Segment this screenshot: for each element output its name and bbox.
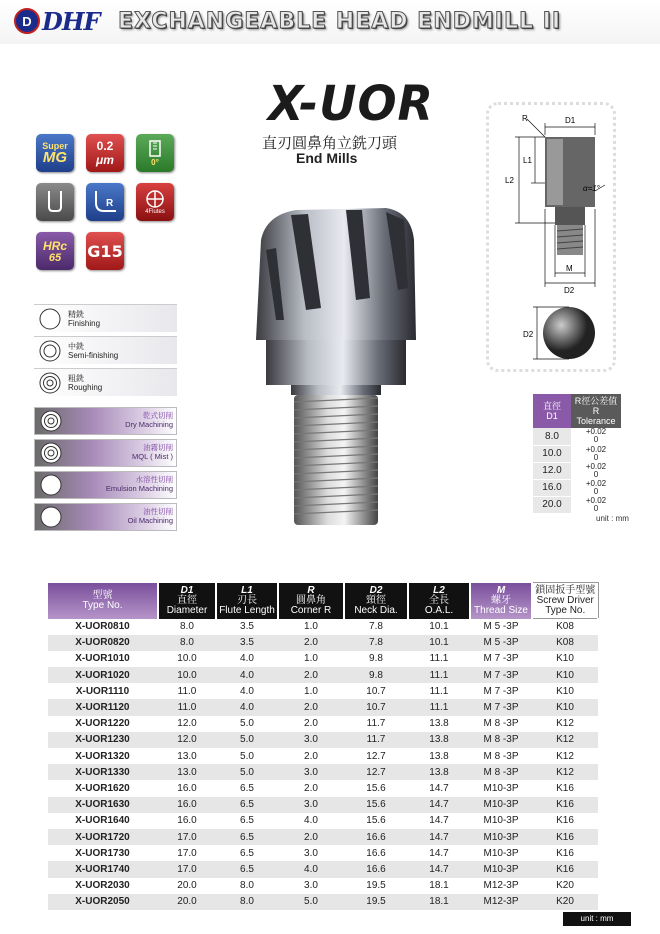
hrc-value: 65 <box>48 251 62 264</box>
table-row <box>48 845 598 861</box>
tol-minus: 0 <box>593 435 599 445</box>
mode-label-zh: 中銑 <box>68 341 84 351</box>
spec-cell: 1.0 <box>304 621 318 633</box>
spec-header-symbol: L1 <box>241 584 253 596</box>
table-row <box>533 496 621 513</box>
tol-header-d1 <box>533 394 571 428</box>
spec-cell: 3.0 <box>304 880 318 892</box>
spec-cell: K08 <box>532 635 598 651</box>
table-row <box>48 780 598 796</box>
spec-cell: K16 <box>556 847 574 859</box>
spec-cell: 5.0 <box>240 750 254 762</box>
emulsion-machining-icon <box>39 473 63 497</box>
mode-label-zh: 精銑 <box>68 309 84 319</box>
tool-dimension-drawing <box>489 105 613 369</box>
spec-cell: 11.1 <box>408 699 470 715</box>
mql-machining-icon <box>39 441 63 465</box>
spec-cell: 17.0 <box>158 829 216 845</box>
tol-minus: 0 <box>593 452 599 462</box>
spec-header-en: Diameter <box>166 604 208 616</box>
spec-cell: 18.1 <box>408 894 470 910</box>
spec-cell: K10 <box>556 653 574 665</box>
spec-unit-note: unit : mm <box>563 912 631 926</box>
spec-cell: 1.0 <box>304 653 318 665</box>
coolant-label-zh: 乾式切削 <box>143 411 173 420</box>
spec-header-zh: 全長 <box>429 594 449 606</box>
table-row <box>533 445 621 462</box>
spec-cell: 6.5 <box>216 797 278 813</box>
spec-cell: 16.0 <box>177 815 197 827</box>
coolant-label-en: Oil Machining <box>127 516 173 525</box>
table-row <box>48 861 598 877</box>
tol-minus: 0 <box>593 469 599 479</box>
spec-cell: M 7 -3P <box>483 653 519 665</box>
spec-cell: K12 <box>532 764 598 780</box>
spec-header-symbol: R <box>307 584 315 596</box>
type-number-cell: X-UOR1120 <box>48 699 158 715</box>
spec-cell: 15.6 <box>366 782 386 794</box>
spec-cell: 17.0 <box>158 861 216 877</box>
spec-cell: 6.5 <box>240 847 254 859</box>
spec-header-7 <box>532 583 598 619</box>
spec-cell: 8.0 <box>180 621 194 633</box>
spec-cell: 6.5 <box>240 815 254 827</box>
label-r: R <box>522 114 528 123</box>
coolant-label-zh: 油性切削 <box>143 507 173 516</box>
tol-header-d1-zh: 直徑 <box>542 401 561 411</box>
helix-angle-label: 0° <box>151 157 159 167</box>
table-row <box>48 699 598 715</box>
spec-cell: 5.0 <box>240 718 254 730</box>
label-l2: L2 <box>505 176 514 185</box>
spec-cell: 3.0 <box>278 797 344 813</box>
r-tolerance-table <box>533 394 621 514</box>
spec-cell: 10.0 <box>158 667 216 683</box>
hrc-label: HRc <box>42 238 67 253</box>
spec-header-0 <box>48 583 158 619</box>
spec-cell: M 7 -3P <box>483 685 519 697</box>
spec-cell: 3.0 <box>278 732 344 748</box>
coolant-label-en: Emulsion Machining <box>105 484 173 493</box>
label-d2: D2 <box>564 286 575 295</box>
spec-cell: 7.8 <box>369 621 383 633</box>
tol-value <box>571 496 621 513</box>
spec-header-en: Flute Length <box>219 604 275 616</box>
spec-cell: 13.8 <box>408 732 470 748</box>
flutes-icon <box>136 183 174 221</box>
spec-cell: 3.5 <box>216 635 278 651</box>
spec-cell: 20.0 <box>158 894 216 910</box>
spec-cell: 10.1 <box>408 635 470 651</box>
tol-diameter: 20.0 <box>533 496 571 513</box>
spec-cell: 8.0 <box>240 880 254 892</box>
spec-cell: 5.0 <box>216 764 278 780</box>
tol-plus: +0.02 <box>585 478 607 488</box>
series-banner: EXCHANGEABLE HEAD ENDMILL II <box>118 9 562 34</box>
table-row <box>48 651 598 667</box>
spec-cell: 16.0 <box>158 797 216 813</box>
spec-cell: 11.7 <box>366 718 386 730</box>
table-row <box>533 462 621 479</box>
spec-cell: M10-3P <box>483 782 519 794</box>
spec-cell: 9.8 <box>344 667 408 683</box>
grade-icon <box>86 232 124 270</box>
spec-header-5 <box>408 583 470 619</box>
table-row <box>48 764 598 780</box>
spec-cell: 2.0 <box>304 782 318 794</box>
spec-cell: 4.0 <box>216 699 278 715</box>
product-title: X-UOR <box>268 74 434 132</box>
table-row <box>48 716 598 732</box>
spec-header-symbol: D1 <box>180 584 194 596</box>
spec-header-en: O.A.L. <box>424 604 454 616</box>
spec-cell: 13.8 <box>408 764 470 780</box>
mode-semi-finishing <box>34 336 177 364</box>
label-d2-side: D2 <box>523 330 534 339</box>
spec-cell: 12.0 <box>177 718 197 730</box>
coolant-mql <box>34 439 177 467</box>
tol-value <box>571 479 621 496</box>
spec-header-6 <box>470 583 532 619</box>
spec-header-zh: 頸徑 <box>366 594 386 606</box>
dry-machining-icon <box>39 409 63 433</box>
semi-finishing-circle-icon <box>38 339 62 363</box>
spec-header-en: Type No. <box>82 599 123 611</box>
spec-cell: 13.8 <box>429 718 449 730</box>
spec-cell: 14.7 <box>408 861 470 877</box>
spec-header-en: Type No. <box>545 604 586 616</box>
spec-header-1 <box>158 583 216 619</box>
spec-cell: 20.0 <box>177 880 197 892</box>
mode-label-en: Finishing <box>68 318 101 328</box>
type-number-cell: X-UOR1720 <box>48 829 158 845</box>
table-row <box>48 732 598 748</box>
tol-header-d1-en: D1 <box>546 411 558 421</box>
spec-cell: 15.6 <box>366 815 386 827</box>
tol-minus: 0 <box>593 486 599 496</box>
spec-cell: 16.0 <box>177 782 197 794</box>
spec-cell: K12 <box>556 750 574 762</box>
spec-cell: 2.0 <box>278 829 344 845</box>
spec-cell: K20 <box>556 880 574 892</box>
coolant-label-en: MQL ( Mist ) <box>132 452 173 461</box>
corner-radius-icon <box>86 183 124 221</box>
spec-cell: 10.1 <box>429 621 449 633</box>
tol-diameter: 16.0 <box>533 479 571 496</box>
logo-text: DHF <box>42 6 100 36</box>
spec-cell: 6.5 <box>216 861 278 877</box>
spec-cell: M10-3P <box>470 797 532 813</box>
spec-cell: 12.7 <box>366 750 386 762</box>
table-row <box>48 683 598 699</box>
spec-header-zh: Screw Driver <box>536 594 594 606</box>
spec-cell: 12.0 <box>158 732 216 748</box>
spec-cell: 16.6 <box>366 847 386 859</box>
corner-r-icon <box>92 189 118 215</box>
straight-flute-icon <box>146 140 164 158</box>
spec-header-4 <box>344 583 408 619</box>
spec-cell: M10-3P <box>470 829 532 845</box>
coating-bottom-label: MG <box>42 149 68 166</box>
spec-header-en: Corner R <box>290 604 332 616</box>
spec-cell: M10-3P <box>483 815 519 827</box>
spec-header-zh: 圓鼻角 <box>296 594 326 606</box>
spec-cell: 11.0 <box>177 685 197 697</box>
tolerance-unit-note: unit : mm <box>596 514 629 523</box>
spec-cell: 16.6 <box>344 829 408 845</box>
spec-cell: 8.0 <box>216 894 278 910</box>
roughing-circle-icon <box>38 371 62 395</box>
coating-icon <box>36 134 74 172</box>
spec-cell: M 8 -3P <box>483 718 519 730</box>
spec-cell: 8.0 <box>158 635 216 651</box>
type-number-cell: X-UOR2050 <box>48 894 158 910</box>
spec-cell: 2.0 <box>304 718 318 730</box>
spec-cell: 11.1 <box>429 653 449 665</box>
spec-cell: M 8 -3P <box>470 764 532 780</box>
spec-cell: 18.1 <box>429 880 449 892</box>
spec-header-sym: 鎖固扳手型號 <box>535 584 596 596</box>
spec-cell: 10.7 <box>366 685 386 697</box>
spec-cell: K16 <box>532 797 598 813</box>
tool-image <box>236 200 436 540</box>
table-row <box>48 619 598 635</box>
spec-cell: K16 <box>532 861 598 877</box>
spec-header-symbol: M <box>496 584 506 596</box>
type-number-cell: X-UOR1230 <box>48 732 158 748</box>
table-row <box>48 748 598 764</box>
spec-cell: 10.7 <box>344 699 408 715</box>
spec-cell: 12.7 <box>344 764 408 780</box>
spec-cell: 5.0 <box>278 894 344 910</box>
spec-cell: K12 <box>556 718 574 730</box>
tol-value <box>571 428 621 445</box>
type-number-cell: X-UOR1110 <box>75 685 130 697</box>
type-number-cell: X-UOR1620 <box>75 782 130 794</box>
tol-diameter: 12.0 <box>533 462 571 479</box>
tol-plus: +0.02 <box>585 444 607 454</box>
spec-cell: 4.0 <box>304 815 318 827</box>
spec-cell: M 8 -3P <box>470 732 532 748</box>
coolant-label-zh: 油霧切削 <box>143 443 173 452</box>
spec-cell: M 7 -3P <box>470 667 532 683</box>
spec-cell: K16 <box>532 829 598 845</box>
spec-header-2 <box>216 583 278 619</box>
coolant-emulsion <box>34 471 177 499</box>
spec-cell: 11.7 <box>344 732 408 748</box>
spec-cell: M 5 -3P <box>483 621 519 633</box>
brand-logo <box>14 6 100 36</box>
type-number-cell: X-UOR0820 <box>48 635 158 651</box>
type-number-cell: X-UOR1740 <box>48 861 158 877</box>
spec-cell: 14.7 <box>429 847 449 859</box>
spec-cell: K12 <box>532 732 598 748</box>
spec-header-3 <box>278 583 344 619</box>
hardness-icon <box>36 232 74 270</box>
tolerance-icon <box>86 134 124 172</box>
table-row <box>533 428 621 445</box>
type-number-cell: X-UOR0810 <box>75 621 130 633</box>
spec-cell: 5.0 <box>216 732 278 748</box>
spec-cell: 9.8 <box>369 653 383 665</box>
table-row <box>48 797 598 813</box>
helix-angle-icon <box>136 134 174 172</box>
type-number-cell: X-UOR1010 <box>75 653 130 665</box>
spec-header-zh: 刃長 <box>237 594 257 606</box>
tol-minus: 0 <box>593 503 599 513</box>
spec-cell: K10 <box>556 685 574 697</box>
type-number-cell: X-UOR1640 <box>75 815 130 827</box>
label-d1: D1 <box>565 116 576 125</box>
spec-cell: 13.0 <box>177 750 197 762</box>
spec-cell: M 5 -3P <box>470 635 532 651</box>
table-row <box>48 894 598 910</box>
finishing-circle-icon <box>38 307 62 331</box>
spec-cell: M10-3P <box>483 847 519 859</box>
spec-cell: 2.0 <box>278 667 344 683</box>
spec-cell: 10.0 <box>177 653 197 665</box>
spec-header-zh: 螺牙 <box>491 594 511 606</box>
spec-cell: 17.0 <box>177 847 197 859</box>
tolerance-unit: μm <box>96 153 114 167</box>
spec-cell: K16 <box>556 782 574 794</box>
square-shank-icon <box>36 183 74 221</box>
tol-plus: +0.02 <box>585 461 607 471</box>
spec-cell: K20 <box>532 894 598 910</box>
spec-cell: 3.5 <box>240 621 254 633</box>
spec-cell: 4.0 <box>216 667 278 683</box>
spec-cell: 11.1 <box>429 685 449 697</box>
four-flute-icon <box>143 189 167 209</box>
spec-cell: 1.0 <box>304 685 318 697</box>
spec-cell: 15.6 <box>344 797 408 813</box>
mode-label-zh: 粗銑 <box>68 373 84 383</box>
table-row <box>48 635 598 651</box>
spec-cell: 13.0 <box>158 764 216 780</box>
label-alpha: α=1° <box>583 184 600 193</box>
page-header <box>0 0 660 44</box>
coating-top-label: Super <box>42 141 68 151</box>
spec-table <box>48 582 599 910</box>
mode-label-en: Roughing <box>68 382 103 392</box>
flutes-label: 4Flutes <box>145 209 165 215</box>
spec-cell: 3.0 <box>278 764 344 780</box>
table-row <box>48 813 598 829</box>
type-number-cell: X-UOR2030 <box>75 880 130 892</box>
spec-cell: 14.7 <box>408 797 470 813</box>
type-number-cell: X-UOR1320 <box>75 750 130 762</box>
product-subtitle-en: End Mills <box>296 150 358 166</box>
spec-cell: 4.0 <box>240 685 254 697</box>
mode-roughing <box>34 368 177 396</box>
type-number-cell: X-UOR1630 <box>48 797 158 813</box>
spec-cell: 7.8 <box>344 635 408 651</box>
spec-cell: 16.6 <box>344 861 408 877</box>
spec-cell: 13.8 <box>429 750 449 762</box>
spec-header-symbol: D2 <box>369 584 383 596</box>
tol-header-r-zh: R徑公差值 <box>574 396 618 406</box>
type-number-cell: X-UOR1730 <box>75 847 130 859</box>
product-subtitle-zh: 直刃圓鼻角立銑刀頭 <box>262 135 398 152</box>
tol-plus: +0.02 <box>585 495 607 505</box>
spec-cell: M12-3P <box>483 880 519 892</box>
grade-label: G15 <box>87 241 123 261</box>
table-row <box>48 667 598 683</box>
spec-header-zh: 型號 <box>92 589 113 601</box>
spec-cell: 14.7 <box>429 782 449 794</box>
spec-cell: 2.0 <box>278 635 344 651</box>
tol-value <box>571 445 621 462</box>
spec-cell: M 7 -3P <box>470 699 532 715</box>
table-row <box>48 878 598 894</box>
spec-cell: 11.1 <box>408 667 470 683</box>
coolant-label-zh: 水溶性切削 <box>135 475 173 484</box>
logo-mark: D <box>14 8 40 34</box>
coolant-oil <box>34 503 177 531</box>
tol-diameter: 10.0 <box>533 445 571 462</box>
coolant-dry <box>34 407 177 435</box>
spec-cell: K08 <box>556 621 574 633</box>
tool-profile-icon <box>44 189 66 215</box>
spec-header-symbol: L2 <box>433 584 445 596</box>
spec-cell: 2.0 <box>304 750 318 762</box>
spec-header-zh: 直徑 <box>177 594 197 606</box>
spec-cell: 6.5 <box>216 829 278 845</box>
oil-machining-icon <box>39 505 63 529</box>
tol-header-r <box>571 394 621 428</box>
spec-cell: K10 <box>532 667 598 683</box>
spec-cell: K10 <box>532 699 598 715</box>
spec-cell: 4.0 <box>240 653 254 665</box>
coolant-label-en: Dry Machining <box>125 420 173 429</box>
spec-cell: 14.7 <box>429 815 449 827</box>
spec-cell: 11.0 <box>158 699 216 715</box>
dimension-diagram <box>486 102 616 372</box>
spec-cell: M12-3P <box>470 894 532 910</box>
spec-cell: 3.0 <box>304 847 318 859</box>
table-row <box>533 479 621 496</box>
label-l1: L1 <box>523 156 532 165</box>
label-m: M <box>566 264 573 273</box>
spec-cell: 19.5 <box>344 894 408 910</box>
table-row <box>48 829 598 845</box>
tol-plus: +0.02 <box>585 427 607 437</box>
corner-r-label: R <box>106 198 114 209</box>
spec-cell: 6.5 <box>240 782 254 794</box>
mode-finishing <box>34 304 177 332</box>
type-number-cell: X-UOR1020 <box>48 667 158 683</box>
spec-cell: K16 <box>556 815 574 827</box>
tol-value <box>571 462 621 479</box>
type-number-cell: X-UOR1330 <box>48 764 158 780</box>
spec-cell: 4.0 <box>278 861 344 877</box>
mode-label-en: Semi-finishing <box>68 350 119 360</box>
type-number-cell: X-UOR1220 <box>75 718 130 730</box>
tolerance-value: 0.2 <box>96 139 114 153</box>
spec-header-en: Thread Size <box>474 604 528 616</box>
spec-cell: 14.7 <box>408 829 470 845</box>
spec-cell: 2.0 <box>278 699 344 715</box>
spec-cell: M10-3P <box>470 861 532 877</box>
spec-cell: 19.5 <box>366 880 386 892</box>
spec-cell: M 8 -3P <box>483 750 519 762</box>
tol-diameter: 8.0 <box>533 428 571 445</box>
spec-header-en: Neck Dia. <box>354 604 398 616</box>
tol-header-r-en: R Tolerance <box>576 406 616 426</box>
